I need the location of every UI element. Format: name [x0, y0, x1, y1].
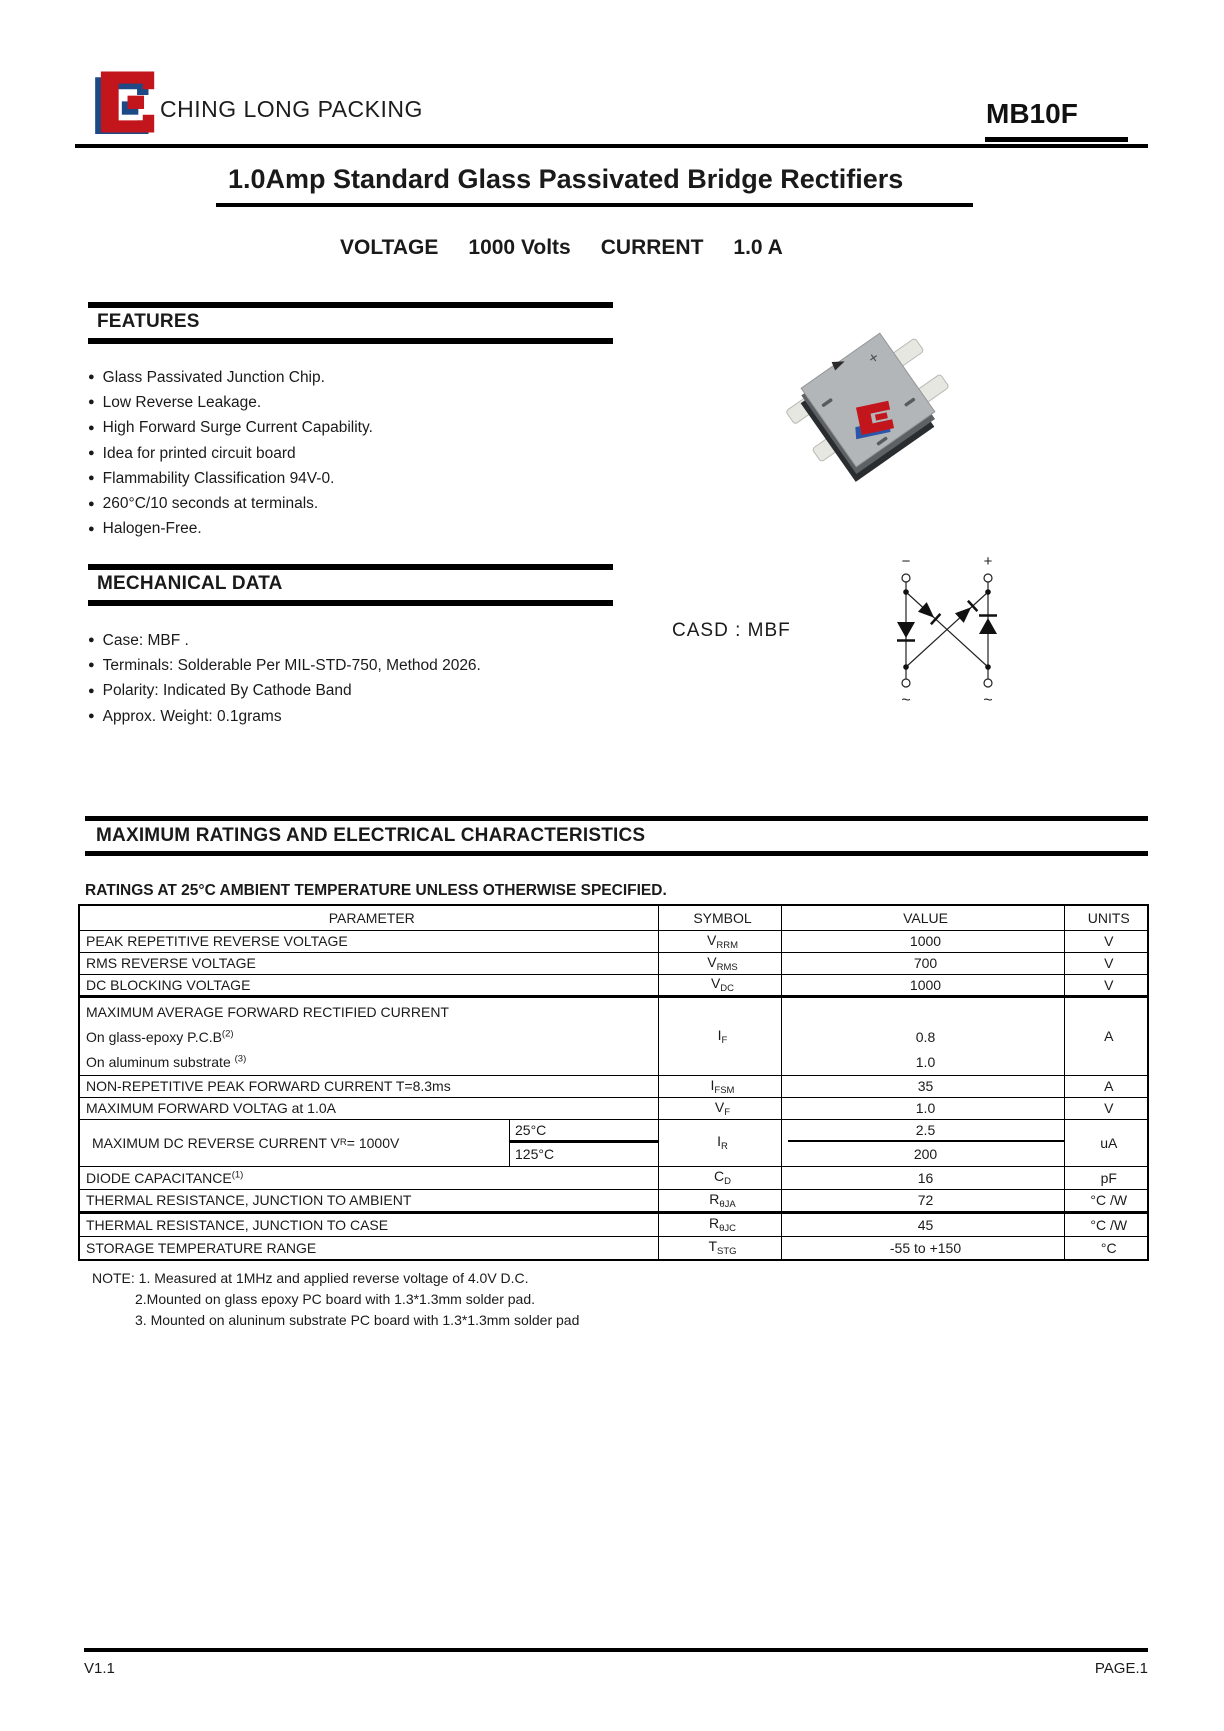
mech-item: ● Terminals: Solderable Per MIL-STD-750, Method 2026.	[88, 656, 481, 674]
bullet-icon: ●	[88, 396, 95, 409]
note-line: NOTE: 1. Measured at 1MHz and applied reverse voltage of 4.0V D.C.	[92, 1270, 529, 1286]
table-row: DIODE CAPACITANCE$^{(1)}$ $C_D$ 16 pF	[79, 1166, 1148, 1189]
mechanical-heading: MECHANICAL DATA	[97, 573, 283, 594]
mechanical-list	[88, 628, 481, 729]
feature-item: ● 260°C/10 seconds at terminals.	[88, 495, 319, 513]
bullet-icon: ●	[88, 684, 95, 697]
header-rule	[75, 144, 1148, 148]
bullet-icon: ●	[88, 371, 95, 384]
chip-plus-mark: +	[865, 348, 883, 369]
company-logo	[92, 70, 158, 134]
voltage-value: 1000 Volts	[468, 236, 571, 259]
feature-item: ● Halogen-Free.	[88, 520, 202, 538]
maxratings-rule-top	[85, 816, 1148, 821]
col-parameter: PARAMETER	[79, 905, 658, 930]
maxratings-heading: MAXIMUM RATINGS AND ELECTRICAL CHARACTERISTICS	[96, 825, 646, 846]
ratings-condition: RATINGS AT 25°C AMBIENT TEMPERATURE UNLESS OTHERWISE SPECIFIED.	[85, 882, 667, 899]
page-number: PAGE.1	[1094, 1660, 1148, 1677]
bullet-icon: ●	[88, 421, 95, 434]
table-row: THERMAL RESISTANCE, JUNCTION TO CASE $R_{\theta JC}$ 45 °C /W	[79, 1212, 1148, 1236]
bullet-icon: ●	[88, 659, 95, 672]
ratings-table	[78, 904, 1149, 1261]
note-line: 3. Mounted on aluninum substrate PC board with 1.3*1.3mm solder pad	[135, 1312, 580, 1328]
mech-item: ● Case: MBF .	[88, 631, 189, 649]
note-line: 2.Mounted on glass epoxy PC board with 1.3*1.3mm solder pad.	[135, 1291, 536, 1307]
bullet-icon: ●	[88, 497, 95, 510]
col-symbol: SYMBOL	[658, 905, 781, 930]
features-heading: FEATURES	[97, 311, 200, 332]
features-list	[88, 365, 373, 542]
diagram-ac-left-label: ~	[901, 692, 911, 709]
table-row: MAXIMUM FORWARD VOLTAG at 1.0A $V_F$ 1.0 V	[79, 1097, 1148, 1119]
mechanical-rule-bottom	[88, 600, 613, 606]
footer-rule	[84, 1648, 1148, 1652]
table-row: STORAGE TEMPERATURE RANGE $T_{STG}$ -55 to +150 °C	[79, 1236, 1148, 1260]
part-number: MB10F	[986, 98, 1078, 129]
col-units: UNITS	[1064, 905, 1148, 930]
col-value: VALUE	[781, 905, 1064, 930]
page-title: 1.0Amp Standard Glass Passivated Bridge Rectifiers	[228, 164, 904, 194]
table-row: PEAK REPETITIVE REVERSE VOLTAGE $V_{RRM}$ 1000 V	[79, 930, 1148, 952]
bullet-icon: ●	[88, 472, 95, 485]
current-label: CURRENT	[600, 236, 704, 259]
mechanical-rule-top	[88, 564, 613, 570]
title-underline	[216, 203, 973, 207]
table-row: MAXIMUM AVERAGE FORWARD RECTIFIED CURRENT On glass-epoxy $P.C.B^{(2)}$ On aluminum substrate $^{(3)}$ $I_F$ 0.8 1.0 A	[79, 996, 1148, 1075]
table-row-reverse-current: MAXIMUM DC REVERSE CURRENT V R = 1000V 25°C 125°C $I_R$ 2.5 200 uA	[79, 1119, 1148, 1166]
bullet-icon: ●	[88, 634, 95, 647]
feature-item: ● Low Reverse Leakage.	[88, 393, 262, 411]
voltage-label: VOLTAGE	[340, 236, 439, 259]
company-name: CHING LONG PACKING	[160, 96, 423, 122]
bullet-icon: ●	[88, 522, 95, 535]
maxratings-rule-bottom	[85, 851, 1148, 856]
features-rule-top	[88, 302, 613, 308]
table-row: THERMAL RESISTANCE, JUNCTION TO AMBIENT $R_{\theta JA}$ 72 °C /W	[79, 1189, 1148, 1212]
table-row: NON-REPETITIVE PEAK FORWARD CURRENT T=8.3ms $I_{FSM}$ 35 A	[79, 1075, 1148, 1097]
diagram-plus-label: +	[983, 553, 993, 570]
case-label: CASD : MBF	[672, 620, 791, 641]
current-value: 1.0 A	[733, 236, 783, 259]
diagram-minus-label: −	[901, 553, 911, 570]
table-row: RMS REVERSE VOLTAGE $V_{RMS}$ 700 V	[79, 952, 1148, 974]
bridge-rectifier-photo	[768, 316, 978, 488]
bullet-icon: ●	[88, 710, 95, 723]
ratings-summary	[340, 236, 783, 260]
part-number-underline	[985, 137, 1128, 142]
version-label: V1.1	[84, 1660, 115, 1677]
feature-item: ● High Forward Surge Current Capability.	[88, 419, 373, 437]
table-row: DC BLOCKING VOLTAGE $V_{DC}$ 1000 V	[79, 974, 1148, 996]
bullet-icon: ●	[88, 447, 95, 460]
mech-item: ● Polarity: Indicated By Cathode Band	[88, 682, 352, 700]
feature-item: ● Flammability Classification 94V-0.	[88, 469, 335, 487]
table-notes	[92, 1268, 579, 1331]
features-rule-bottom	[88, 338, 613, 344]
diagram-ac-right-label: ~	[983, 692, 993, 709]
mech-item: ● Approx. Weight: 0.1grams	[88, 707, 282, 725]
bridge-circuit-diagram	[872, 548, 1022, 710]
table-header-row	[79, 905, 1148, 930]
feature-item: ● Glass Passivated Junction Chip.	[88, 368, 325, 386]
feature-item: ● Idea for printed circuit board	[88, 444, 296, 462]
